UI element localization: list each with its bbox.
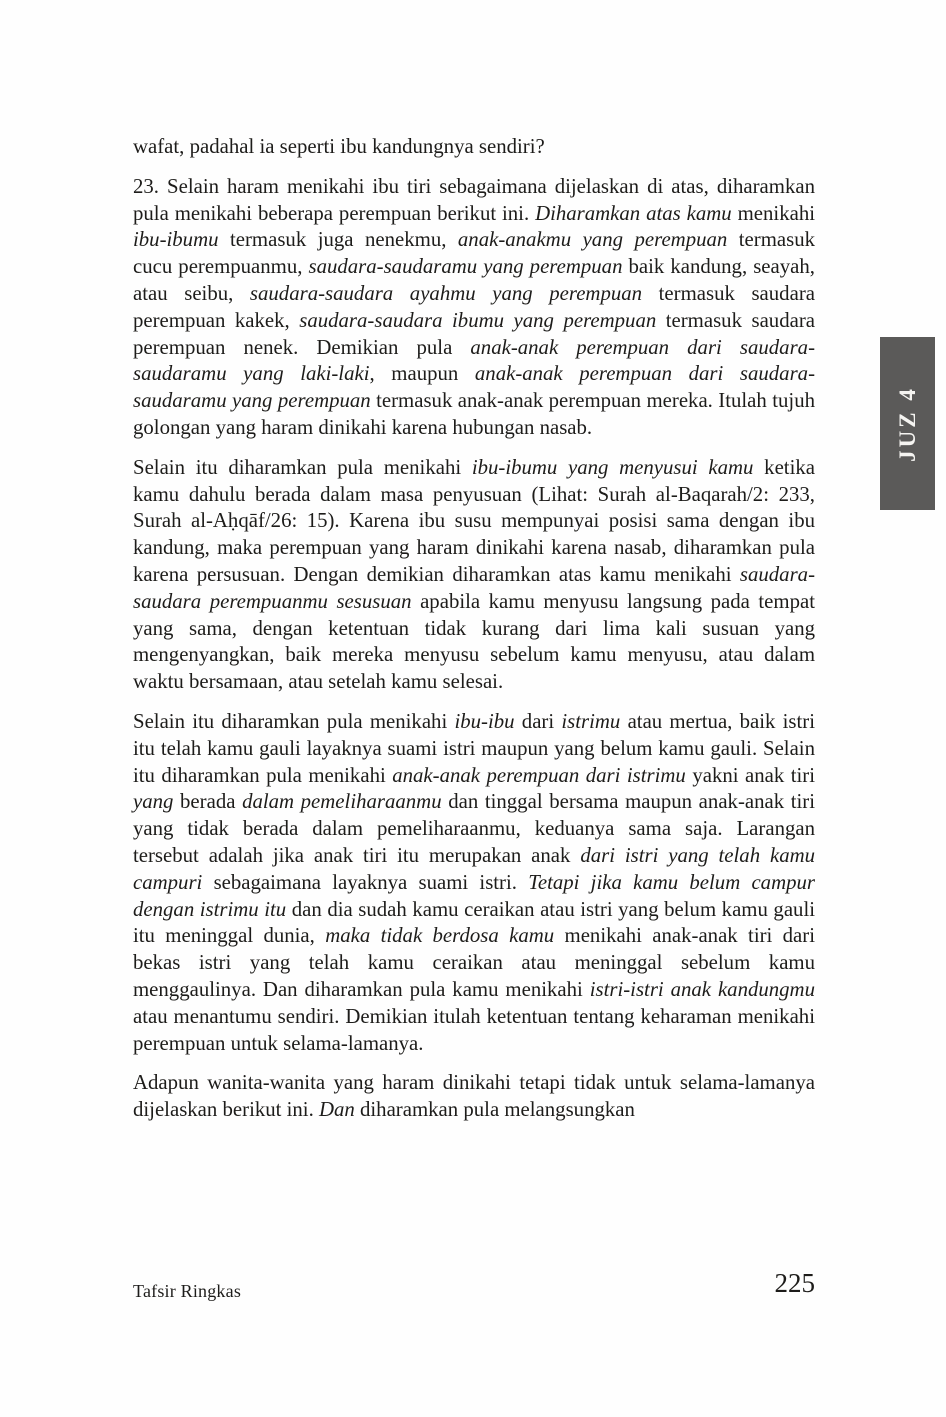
text-run: yakni anak tiri — [692, 763, 815, 787]
text-run: Adapun wanita-wanita yang haram dinikahi tetapi tidak untuk selama-lamanya dijelaskan berikut ini. — [133, 1071, 815, 1122]
paragraph — [133, 174, 815, 442]
paragraph — [133, 134, 815, 161]
paragraph — [133, 455, 815, 696]
juz-tab-label: JUZ 4 — [894, 385, 920, 462]
text-run: , maupun — [369, 362, 475, 386]
text-run: baik kandung, seayah, atau seibu, — [133, 255, 815, 305]
italic-text-run: dari istri yang telah kamu campuri — [133, 843, 816, 894]
text-run: termasuk cucu perempuanmu, — [133, 228, 815, 279]
italic-text-run: Dan — [318, 1098, 360, 1122]
text-run: apabila kamu menyusu langsung pada tempat yang sama, dengan ketentuan tidak kurang dari lima kali susuan yang mengenyangkan, baik mereka menyusu sebelum kamu menyusu, atau dalam waktu bersamaan, atau setelah kamu selesai. — [133, 589, 815, 694]
text-run: dari — [521, 709, 562, 733]
text-run: sebagaimana layaknya suami istri. — [213, 870, 529, 894]
text-run: atau mertua, baik istri itu telah kamu gauli layaknya suami istri maupun yang belum kamu gauli. Selain itu diharamkan pula menikahi — [133, 709, 816, 787]
body-text — [133, 134, 815, 1137]
text-run: Selain itu diharamkan pula menikahi — [133, 709, 455, 733]
page-number: 225 — [774, 1268, 815, 1298]
italic-text-run: anak-anak perempuan dari saudara-saudaramu yang perempuan — [133, 362, 815, 413]
text-run: dan tinggal bersama maupun anak-anak tiri yang tidak berada dalam pemeliharaanmu, keduanya sama saja. Larangan tersebut adalah jika anak tiri itu merupakan anak — [133, 790, 815, 867]
italic-text-run: istri-istri anak kandungmu — [589, 977, 815, 1001]
italic-text-run: anak-anakmu yang perempuan — [457, 228, 739, 252]
italic-text-run: saudara-saudara ibumu yang perempuan — [299, 308, 666, 332]
italic-text-run: anak-anak perempuan dari istrimu — [392, 763, 693, 787]
text-run: termasuk anak-anak perempuan mereka. Itulah tujuh golongan yang haram dinikahi karena hubungan nasab. — [133, 389, 815, 439]
italic-text-run: Tetapi jika kamu belum campur dengan istrimu itu — [133, 870, 815, 921]
paragraph — [133, 709, 815, 1057]
text-run: menikahi — [737, 201, 815, 225]
italic-text-run: dalam pemeliharaanmu — [242, 790, 449, 814]
text-run: atau menantumu sendiri. Demikian itulah ketentuan tentang keharaman menikahi perempuan untuk selama-lamanya. — [133, 1004, 815, 1055]
text-run: dan dia sudah kamu ceraikan atau istri yang belum kamu gauli itu meninggal dunia, — [133, 897, 815, 948]
italic-text-run: istrimu — [561, 709, 628, 733]
italic-text-run: saudara-saudara perempuanmu sesusuan — [133, 562, 815, 613]
text-run: 23. Selain haram menikahi ibu tiri sebagaimana dijelaskan di atas, diharamkan pula menikahi beberapa perempuan berikut ini. — [133, 174, 815, 225]
text-run: diharamkan pula melangsungkan — [360, 1098, 635, 1122]
text-run: Selain itu diharamkan pula menikahi — [133, 455, 472, 479]
italic-text-run: ibu-ibu — [454, 709, 522, 733]
juz-tab — [880, 337, 935, 510]
italic-text-run: maka tidak berdosa kamu — [325, 924, 565, 948]
italic-text-run: ibu-ibumu yang menyusui kamu — [471, 455, 765, 479]
text-run: wafat, padahal ia seperti ibu kandungnya sendiri? — [133, 135, 545, 158]
text-run: berada — [180, 790, 243, 814]
italic-text-run: anak-anak perempuan dari saudara-saudaramu yang laki-laki — [133, 335, 815, 386]
text-run: termasuk saudara perempuan nenek. Demikian pula — [133, 308, 815, 359]
text-run: menikahi anak-anak tiri dari bekas istri yang telah kamu ceraikan atau meninggal sebelum kamu menggaulinya. Dan diharamkan pula kamu menikahi — [133, 924, 815, 1001]
italic-text-run: saudara-saudaramu yang perempuan — [308, 255, 629, 279]
paragraph — [133, 1070, 815, 1124]
footer-book-title: Tafsir Ringkas — [133, 1281, 242, 1301]
italic-text-run: ibu-ibumu — [133, 228, 230, 252]
italic-text-run: yang — [133, 790, 181, 814]
text-run: ketika kamu dahulu berada dalam masa penyusuan (Lihat: Surah al-Baqarah/2: 233, Surah al-Aḥqāf/26: 15). Karena ibu susu mempunyai posisi sama dengan ibu kandung, maka perempuan yang haram dinikahi karena nasab, diharamkan pula karena persusuan. Dengan demikian diharamkan atas kamu menikahi — [133, 455, 815, 586]
text-run: termasuk juga nenekmu, — [229, 228, 458, 252]
italic-text-run: saudara-saudara ayahmu yang perempuan — [249, 281, 659, 305]
italic-text-run: Diharamkan atas kamu — [535, 201, 738, 225]
text-run: termasuk saudara perempuan kakek, — [133, 281, 815, 332]
